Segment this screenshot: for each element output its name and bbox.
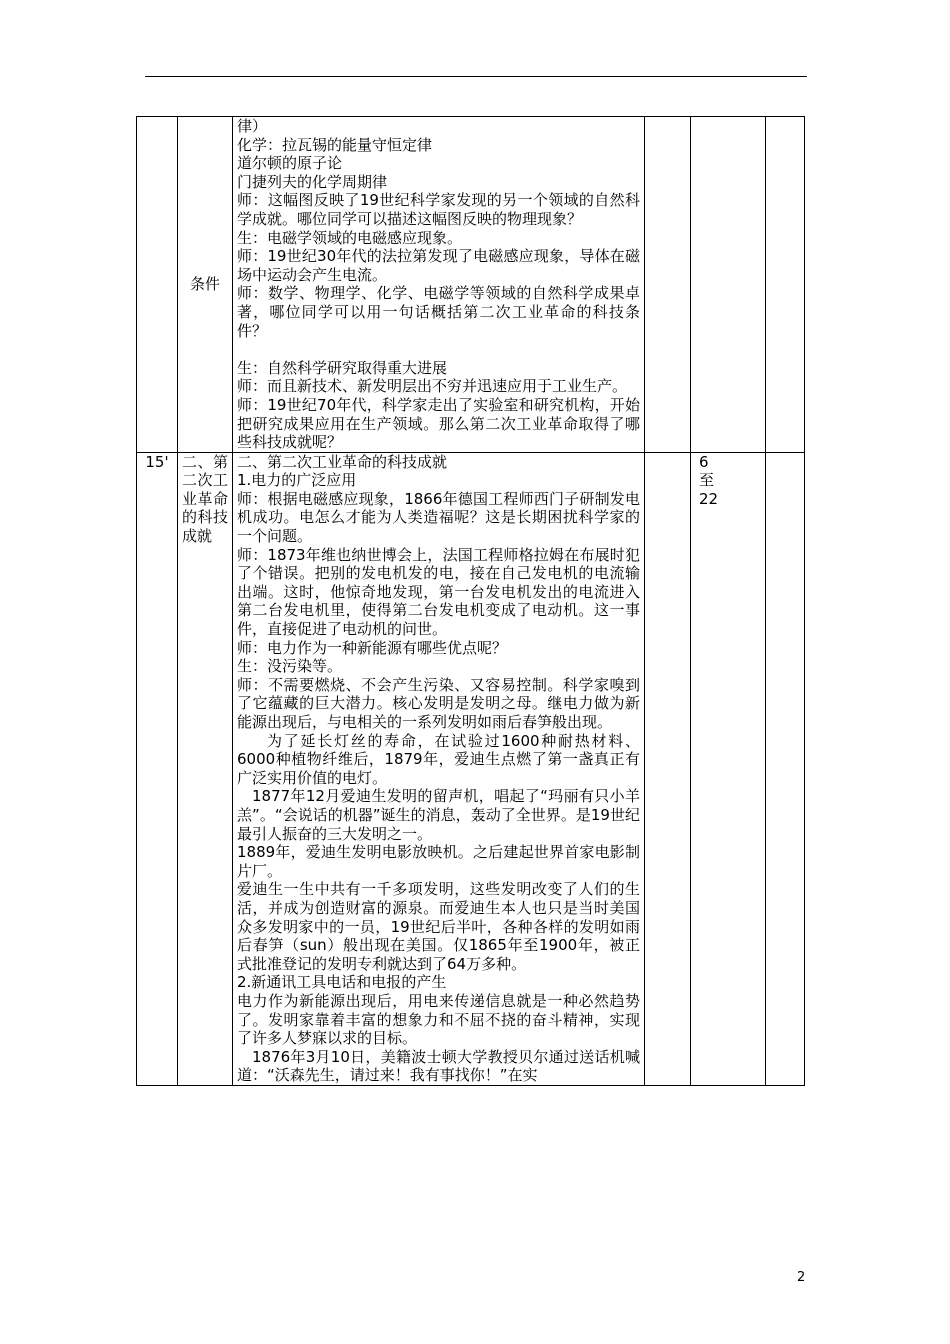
table-row-achievements bbox=[137, 452, 805, 1085]
content-paragraph: 师：19世纪70年代，科学家走出了实验室和研究机构，开始把研究成果应用在生产领域。那么第二次工业革命取得了哪些科技成就呢？ bbox=[237, 395, 640, 452]
content-paragraph bbox=[237, 340, 640, 359]
content-paragraph: 师：数学、物理学、化学、电磁学等领域的自然科学成果卓著，哪位同学可以用一句话概括第二次工业革命的科技条件？ bbox=[237, 284, 640, 340]
header-rule bbox=[145, 76, 807, 77]
content-paragraph: 师：这幅图反映了19世纪科学家发现的另一个领域的自然科学成就。哪位同学可以描述这幅图反映的物理现象？ bbox=[237, 191, 640, 228]
content-paragraph: 为了延长灯丝的寿命，在试验过1600种耐热材料、6000种植物纤维后，1879年，爱迪生点燃了第一盏真正有广泛实用价值的电灯。 bbox=[237, 731, 640, 787]
content-paragraph: 1876年3月10日，美籍波士顿大学教授贝尔通过送话机喊道：“沃森先生，请过来！我有事找你！”在实 bbox=[237, 1047, 640, 1085]
content-paragraph: 1889年，爱迪生发明电影放映机。之后建起世界首家电影制片厂。 bbox=[237, 843, 640, 880]
content-paragraph: 师：根据电磁感应现象，1866年德国工程师西门子研制发电机成功。电怎么才能为人类造福呢？这是长期困扰科学家的一个问题。 bbox=[237, 489, 640, 546]
content-paragraph: 1.电力的广泛应用 bbox=[237, 471, 357, 490]
lesson-plan-table bbox=[136, 116, 805, 1086]
content-paragraph: 生：电磁学领域的电磁感应现象。 bbox=[237, 228, 463, 247]
section-label-cell: 二、第二次工业革命的科技成就 bbox=[178, 452, 233, 1085]
content-paragraph: 生：自然科学研究取得重大进展 bbox=[237, 358, 448, 377]
content-paragraph: 师：19世纪30年代的法拉第发现了电磁感应现象，导体在磁场中运动会产生电流。 bbox=[237, 247, 640, 284]
empty-cell bbox=[645, 452, 691, 1085]
content-paragraph: 爱迪生一生中共有一千多项发明，这些发明改变了人们的生活，并成为创造财富的源泉。而爱迪生本人也只是当时美国众多发明家中的一员，19世纪后半叶，各种各样的发明如雨后春笋（sun）般出现在美国。仅1865年至1900年，被正式批准登记的发明专利就达到了64万多种。 bbox=[237, 880, 640, 973]
time-cell bbox=[137, 117, 178, 453]
content-paragraph: 师：不需要燃烧、不会产生污染、又容易控制。科学家嗅到了它蕴藏的巨大潜力。核心发明是发明之母。继电力做为新能源出现后，与电相关的一系列发明如雨后春笋般出现。 bbox=[237, 675, 640, 731]
content-lines bbox=[237, 453, 640, 1085]
empty-cell bbox=[766, 117, 805, 453]
content-paragraph: 师：而且新技术、新发明层出不穷并迅速应用于工业生产。 bbox=[237, 377, 628, 396]
table-row-conditions bbox=[137, 117, 805, 453]
content-paragraph: 师：电力作为一种新能源有哪些优点呢？ bbox=[237, 638, 508, 657]
content-paragraph: 生：没污染等。 bbox=[237, 657, 343, 676]
time-cell: 15' bbox=[137, 452, 178, 1085]
content-paragraph: 2.新通讯工具电话和电报的产生 bbox=[237, 973, 447, 992]
content-paragraph: 门捷列夫的化学周期律 bbox=[237, 172, 388, 191]
section-label-cell: 条件 bbox=[178, 117, 233, 453]
page-number: 2 bbox=[797, 1270, 806, 1285]
content-paragraph: 道尔顿的原子论 bbox=[237, 154, 343, 173]
content-paragraph: 1877年12月爱迪生发明的留声机，唱起了“玛丽有只小羊羔”。“会说话的机器”诞生的消息，轰动了全世界。是19世纪最引人振奋的三大发明之一。 bbox=[237, 787, 640, 843]
content-paragraph: 二、第二次工业革命的科技成就 bbox=[237, 452, 448, 471]
empty-cell bbox=[645, 117, 691, 453]
page-ref: 6至22 bbox=[699, 452, 719, 508]
content-cell bbox=[233, 452, 645, 1085]
page-ref-cell bbox=[691, 452, 766, 1085]
empty-cell bbox=[691, 117, 766, 453]
content-paragraph: 师：1873年维也纳世博会上，法国工程师格拉姆在布展时犯了个错误。把别的发电机发的电，接在自己发电机的电流输出端。这时，他惊奇地发现，第一台发电机发出的电流进入第二台发电机里，使得第二台发电机变成了电动机。这一事件，直接促进了电动机的问世。 bbox=[237, 545, 640, 639]
empty-cell bbox=[766, 452, 805, 1085]
content-lines bbox=[237, 117, 640, 452]
content-cell bbox=[233, 117, 645, 453]
content-paragraph: 电力作为新能源出现后，用电来传递信息就是一种必然趋势了。发明家靠着丰富的想象力和不屈不挠的奋斗精神，实现了许多人梦寐以求的目标。 bbox=[237, 991, 640, 1048]
content-paragraph: 化学：拉瓦锡的能量守恒定律 bbox=[237, 135, 433, 154]
content-paragraph: 律） bbox=[237, 117, 268, 135]
